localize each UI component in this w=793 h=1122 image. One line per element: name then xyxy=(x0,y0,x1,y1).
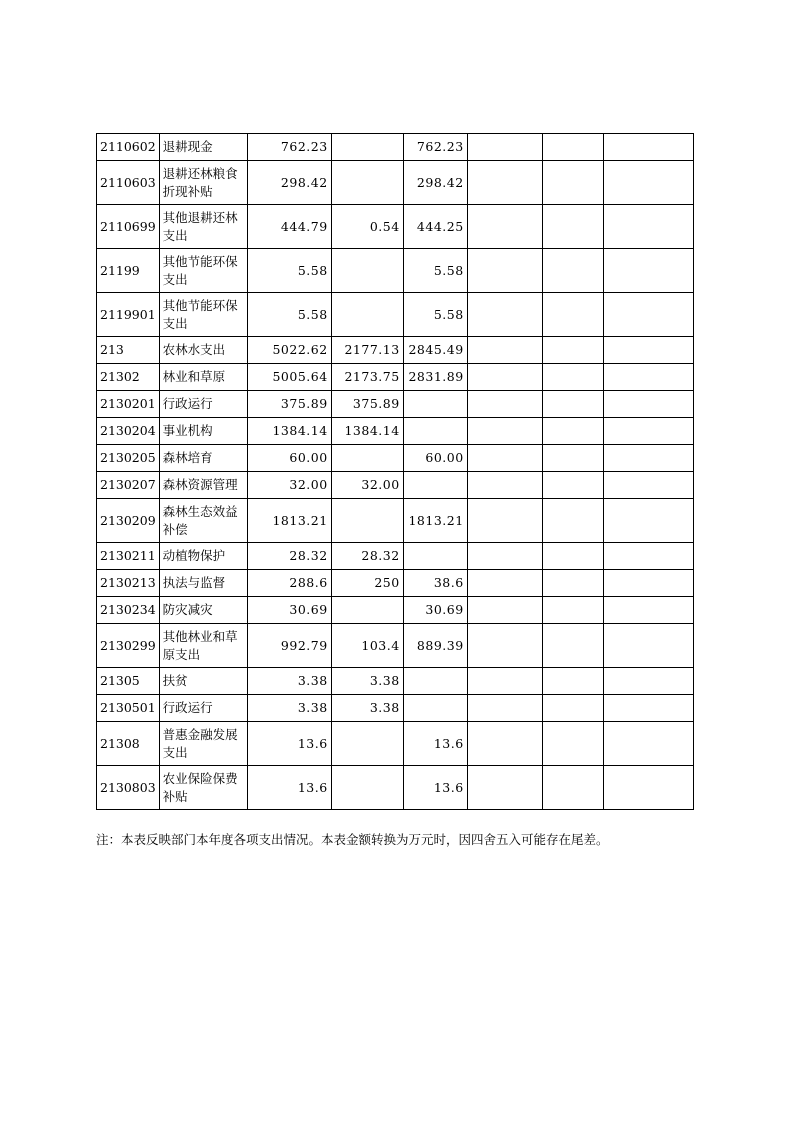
cell-empty xyxy=(603,543,693,570)
table-row xyxy=(97,249,694,293)
cell-name: 行政运行 xyxy=(159,695,247,722)
cell-code: 21308 xyxy=(97,722,160,766)
cell-empty xyxy=(542,161,603,205)
cell-empty xyxy=(467,445,542,472)
cell-total: 288.6 xyxy=(247,570,331,597)
cell-empty xyxy=(542,472,603,499)
cell-project xyxy=(403,668,467,695)
cell-empty xyxy=(542,293,603,337)
cell-project xyxy=(403,472,467,499)
cell-total: 1813.21 xyxy=(247,499,331,543)
cell-empty xyxy=(542,543,603,570)
cell-code: 21302 xyxy=(97,364,160,391)
cell-empty xyxy=(603,205,693,249)
table-row xyxy=(97,161,694,205)
cell-name: 其他退耕还林支出 xyxy=(159,205,247,249)
cell-basic xyxy=(331,249,403,293)
cell-empty xyxy=(542,391,603,418)
cell-project xyxy=(403,418,467,445)
cell-total: 444.79 xyxy=(247,205,331,249)
cell-name: 林业和草原 xyxy=(159,364,247,391)
cell-empty xyxy=(603,418,693,445)
cell-empty xyxy=(603,766,693,810)
cell-basic xyxy=(331,134,403,161)
cell-empty xyxy=(467,337,542,364)
cell-empty xyxy=(467,695,542,722)
table-row xyxy=(97,364,694,391)
cell-code: 2130207 xyxy=(97,472,160,499)
cell-basic xyxy=(331,445,403,472)
cell-name: 事业机构 xyxy=(159,418,247,445)
cell-empty xyxy=(467,597,542,624)
cell-project: 13.6 xyxy=(403,766,467,810)
cell-basic: 3.38 xyxy=(331,668,403,695)
cell-total: 30.69 xyxy=(247,597,331,624)
cell-code: 2130234 xyxy=(97,597,160,624)
cell-project: 5.58 xyxy=(403,293,467,337)
cell-total: 5.58 xyxy=(247,293,331,337)
cell-project: 30.69 xyxy=(403,597,467,624)
cell-project: 60.00 xyxy=(403,445,467,472)
cell-name: 退耕还林粮食折现补贴 xyxy=(159,161,247,205)
cell-total: 992.79 xyxy=(247,624,331,668)
cell-empty xyxy=(467,472,542,499)
cell-empty xyxy=(467,499,542,543)
cell-basic xyxy=(331,597,403,624)
cell-total: 5.58 xyxy=(247,249,331,293)
cell-name: 防灾减灾 xyxy=(159,597,247,624)
cell-empty xyxy=(603,624,693,668)
cell-total: 5022.62 xyxy=(247,337,331,364)
cell-name: 农林水支出 xyxy=(159,337,247,364)
table-row xyxy=(97,766,694,810)
cell-empty xyxy=(542,337,603,364)
table-row xyxy=(97,472,694,499)
cell-name: 扶贫 xyxy=(159,668,247,695)
cell-code: 2130213 xyxy=(97,570,160,597)
cell-basic: 375.89 xyxy=(331,391,403,418)
cell-project xyxy=(403,543,467,570)
cell-empty xyxy=(603,337,693,364)
cell-empty xyxy=(603,695,693,722)
cell-basic: 32.00 xyxy=(331,472,403,499)
cell-empty xyxy=(603,570,693,597)
table-row xyxy=(97,445,694,472)
cell-name: 农业保险保费补贴 xyxy=(159,766,247,810)
cell-empty xyxy=(542,668,603,695)
cell-name: 执法与监督 xyxy=(159,570,247,597)
cell-empty xyxy=(542,766,603,810)
cell-empty xyxy=(467,624,542,668)
cell-empty xyxy=(467,543,542,570)
table-row xyxy=(97,391,694,418)
cell-project: 38.6 xyxy=(403,570,467,597)
cell-code: 2110602 xyxy=(97,134,160,161)
cell-total: 1384.14 xyxy=(247,418,331,445)
cell-code: 2130204 xyxy=(97,418,160,445)
cell-code: 2130209 xyxy=(97,499,160,543)
cell-total: 13.6 xyxy=(247,766,331,810)
cell-empty xyxy=(542,597,603,624)
cell-empty xyxy=(542,364,603,391)
cell-code: 2110603 xyxy=(97,161,160,205)
cell-project: 2831.89 xyxy=(403,364,467,391)
table-row xyxy=(97,695,694,722)
cell-basic xyxy=(331,293,403,337)
table-row xyxy=(97,205,694,249)
cell-code: 213 xyxy=(97,337,160,364)
cell-basic xyxy=(331,722,403,766)
cell-code: 2130201 xyxy=(97,391,160,418)
cell-code: 2130803 xyxy=(97,766,160,810)
cell-empty xyxy=(467,364,542,391)
cell-basic: 28.32 xyxy=(331,543,403,570)
cell-empty xyxy=(467,722,542,766)
cell-empty xyxy=(603,293,693,337)
table-row xyxy=(97,293,694,337)
table-row xyxy=(97,134,694,161)
cell-project: 762.23 xyxy=(403,134,467,161)
table-row xyxy=(97,499,694,543)
cell-empty xyxy=(603,472,693,499)
table-row xyxy=(97,337,694,364)
cell-empty xyxy=(542,722,603,766)
cell-empty xyxy=(467,205,542,249)
cell-code: 21199 xyxy=(97,249,160,293)
cell-project: 298.42 xyxy=(403,161,467,205)
cell-basic: 1384.14 xyxy=(331,418,403,445)
cell-total: 28.32 xyxy=(247,543,331,570)
cell-empty xyxy=(603,499,693,543)
table-row xyxy=(97,722,694,766)
cell-empty xyxy=(467,570,542,597)
cell-empty xyxy=(603,445,693,472)
cell-empty xyxy=(542,570,603,597)
cell-name: 其他节能环保支出 xyxy=(159,293,247,337)
cell-empty xyxy=(467,668,542,695)
cell-basic: 3.38 xyxy=(331,695,403,722)
cell-code: 2130501 xyxy=(97,695,160,722)
cell-total: 762.23 xyxy=(247,134,331,161)
cell-empty xyxy=(542,445,603,472)
cell-empty xyxy=(467,766,542,810)
table-row xyxy=(97,570,694,597)
cell-project: 444.25 xyxy=(403,205,467,249)
cell-total: 32.00 xyxy=(247,472,331,499)
cell-empty xyxy=(542,249,603,293)
cell-empty xyxy=(542,418,603,445)
cell-code: 2130211 xyxy=(97,543,160,570)
cell-basic xyxy=(331,499,403,543)
cell-empty xyxy=(542,134,603,161)
expenditure-table xyxy=(96,133,694,810)
cell-code: 2110699 xyxy=(97,205,160,249)
cell-name: 其他节能环保支出 xyxy=(159,249,247,293)
table-row xyxy=(97,597,694,624)
cell-code: 2119901 xyxy=(97,293,160,337)
cell-project: 2845.49 xyxy=(403,337,467,364)
cell-total: 60.00 xyxy=(247,445,331,472)
cell-code: 21305 xyxy=(97,668,160,695)
cell-empty xyxy=(603,597,693,624)
cell-name: 行政运行 xyxy=(159,391,247,418)
cell-project: 1813.21 xyxy=(403,499,467,543)
table-row xyxy=(97,668,694,695)
cell-name: 动植物保护 xyxy=(159,543,247,570)
cell-name: 退耕现金 xyxy=(159,134,247,161)
cell-project: 889.39 xyxy=(403,624,467,668)
cell-empty xyxy=(542,624,603,668)
cell-empty xyxy=(467,391,542,418)
cell-project: 5.58 xyxy=(403,249,467,293)
cell-empty xyxy=(603,722,693,766)
cell-name: 其他林业和草原支出 xyxy=(159,624,247,668)
cell-empty xyxy=(542,205,603,249)
cell-empty xyxy=(603,391,693,418)
table-row xyxy=(97,418,694,445)
table-row xyxy=(97,543,694,570)
cell-basic: 0.54 xyxy=(331,205,403,249)
cell-basic: 2177.13 xyxy=(331,337,403,364)
cell-total: 5005.64 xyxy=(247,364,331,391)
cell-total: 298.42 xyxy=(247,161,331,205)
cell-empty xyxy=(467,161,542,205)
cell-name: 普惠金融发展支出 xyxy=(159,722,247,766)
cell-total: 375.89 xyxy=(247,391,331,418)
cell-empty xyxy=(603,364,693,391)
cell-empty xyxy=(603,668,693,695)
cell-total: 3.38 xyxy=(247,668,331,695)
cell-basic: 2173.75 xyxy=(331,364,403,391)
table-note: 注：本表反映部门本年度各项支出情况。本表金额转换为万元时，因四舍五入可能存在尾差。 xyxy=(96,832,609,847)
table-row xyxy=(97,624,694,668)
cell-total: 3.38 xyxy=(247,695,331,722)
cell-empty xyxy=(603,249,693,293)
cell-code: 2130299 xyxy=(97,624,160,668)
cell-name: 森林培育 xyxy=(159,445,247,472)
cell-project xyxy=(403,391,467,418)
cell-code: 2130205 xyxy=(97,445,160,472)
cell-name: 森林资源管理 xyxy=(159,472,247,499)
cell-empty xyxy=(467,418,542,445)
cell-project: 13.6 xyxy=(403,722,467,766)
cell-empty xyxy=(467,249,542,293)
cell-empty xyxy=(542,695,603,722)
cell-total: 13.6 xyxy=(247,722,331,766)
cell-basic: 250 xyxy=(331,570,403,597)
cell-basic: 103.4 xyxy=(331,624,403,668)
cell-basic xyxy=(331,766,403,810)
table-body xyxy=(97,134,694,810)
cell-empty xyxy=(467,293,542,337)
cell-empty xyxy=(542,499,603,543)
cell-empty xyxy=(467,134,542,161)
cell-empty xyxy=(603,161,693,205)
cell-basic xyxy=(331,161,403,205)
cell-name: 森林生态效益补偿 xyxy=(159,499,247,543)
cell-project xyxy=(403,695,467,722)
cell-empty xyxy=(603,134,693,161)
